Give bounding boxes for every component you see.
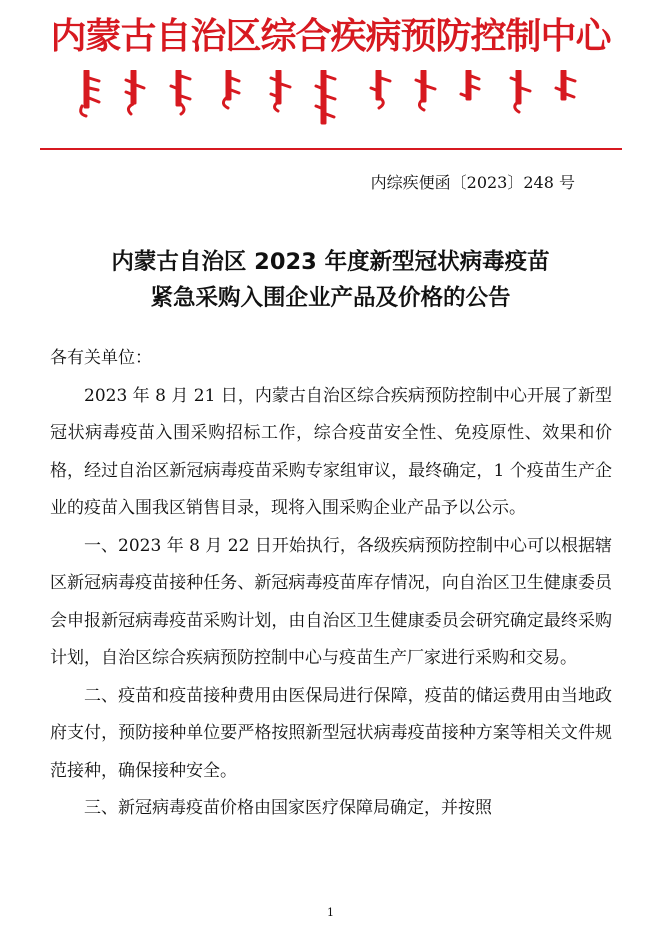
header-divider (40, 148, 622, 150)
mongol-word-7 (371, 70, 390, 108)
salutation: 各有关单位： (50, 348, 152, 368)
mongol-word-9 (461, 70, 479, 100)
organization-title: 内蒙古自治区综合疾病预防控制中心 (50, 15, 611, 57)
paragraph-item-1: 一、2023 年 8 月 22 日开始执行，各级疾病预防控制中心可以根据辖区新冠病毒疫苗接种任务、新冠病毒疫苗库存情况，向自治区卫生健康委员会申报新冠病毒疫苗采购计划，由自治区卫生健康委员会研究确定最终采购计划，自治区综合疾病预防控制中心与疫苗生产厂家进行采购和交易。 (50, 535, 612, 668)
document-title-line-2: 紧急采购入围企业产品及价格的公告 (150, 285, 511, 311)
mongolian-script-logo (68, 70, 598, 130)
mongol-word-8 (416, 70, 435, 110)
mongol-word-11 (556, 70, 575, 100)
document-body (50, 340, 612, 828)
mongol-word-4 (223, 70, 239, 108)
paragraph-item-3: 三、新冠病毒疫苗价格由国家医疗保障局确定，并按照 (84, 798, 492, 818)
document-number: 内综疾便函〔2023〕248 号 (370, 173, 575, 192)
mongol-word-5 (271, 70, 290, 111)
paragraph-item-2: 二、疫苗和疫苗接种费用由医保局进行保障，疫苗的储运费用由当地政府支付，预防接种单位要严格按照新型冠状病毒疫苗接种方案等相关文件规范接种，确保接种安全。 (50, 685, 612, 781)
mongol-word-3 (171, 70, 190, 114)
page-number: 1 (327, 906, 334, 919)
document-title (0, 244, 661, 316)
mongol-word-6 (316, 70, 335, 124)
mongol-word-10 (511, 70, 530, 112)
mongol-word-2 (126, 70, 144, 114)
mongol-word-1 (81, 70, 99, 116)
document-title-line-1: 内蒙古自治区 2023 年度新型冠状病毒疫苗 (111, 249, 550, 275)
paragraph-intro: 2023 年 8 月 21 日，内蒙古自治区综合疾病预防控制中心开展了新型冠状病毒疫苗入围采购招标工作，综合疫苗安全性、免疫原性、效果和价格，经过自治区新冠病毒疫苗采购专家组审议，最终确定，1 个疫苗生产企业的疫苗入围我区销售目录，现将入围采购企业产品予以公示。 (50, 385, 612, 518)
